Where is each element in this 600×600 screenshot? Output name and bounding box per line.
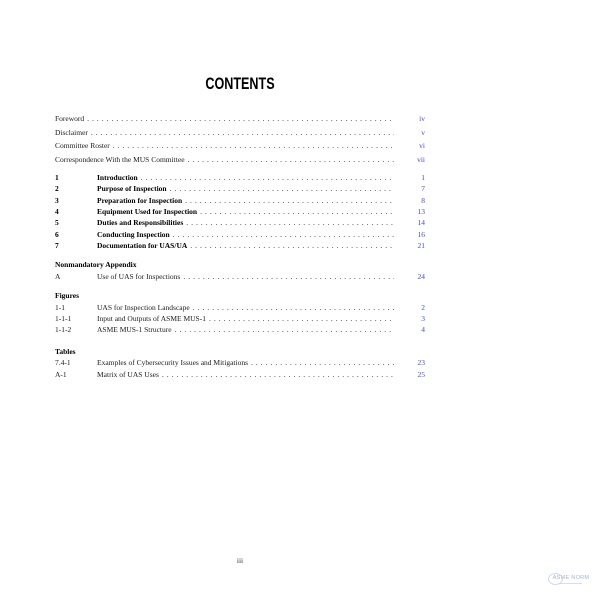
toc-entry-title: UAS for Inspection Landscape — [97, 302, 190, 312]
toc-section-entry — [55, 206, 425, 217]
toc-page-link[interactable]: vi — [419, 141, 425, 151]
dot-leader — [170, 183, 394, 194]
toc-page-link[interactable]: 24 — [417, 271, 425, 281]
toc-page-link[interactable]: 21 — [417, 241, 425, 251]
toc-table-entry — [55, 357, 425, 368]
toc-entry-number: A — [55, 271, 61, 281]
toc-page-link[interactable]: 4 — [421, 325, 425, 335]
toc-section-number: 5 — [55, 218, 59, 228]
dot-leader — [190, 240, 394, 251]
toc-section-entry — [55, 183, 425, 194]
dot-leader — [209, 313, 394, 324]
dot-leader — [162, 369, 394, 380]
toc-section-number: 4 — [55, 206, 59, 216]
dot-leader — [91, 126, 394, 140]
toc-section-number: 1 — [55, 172, 59, 182]
toc-page-link[interactable]: 8 — [421, 195, 425, 205]
toc-section-number: 2 — [55, 184, 59, 194]
dot-leader — [183, 271, 394, 282]
toc-section-number: 3 — [55, 195, 59, 205]
toc-entry-title: Duties and Responsibilities — [97, 218, 184, 228]
toc-front-matter-entry — [55, 153, 425, 167]
spacer — [55, 282, 425, 290]
toc-entry-title: Matrix of UAS Uses — [97, 369, 159, 379]
dot-leader — [185, 195, 394, 206]
toc-figure-entry — [55, 302, 425, 313]
toc-entry-title: Correspondence With the MUS Committee — [55, 155, 185, 165]
dot-leader — [141, 172, 394, 183]
toc-entry-title: Introduction — [97, 172, 138, 182]
toc-entry-number: 1-1 — [55, 302, 65, 312]
dot-leader — [175, 324, 394, 335]
toc-page-link[interactable]: 25 — [417, 369, 425, 379]
dot-leader — [173, 229, 394, 240]
toc-entry-number: 1-1-1 — [55, 314, 72, 324]
toc-entry-number: A-1 — [55, 369, 67, 379]
toc-group-heading-tables: Tables — [55, 346, 76, 356]
watermark-text: ASME NORM — [552, 575, 590, 581]
toc-entry-title: Input and Outputs of ASME MUS-1 — [97, 314, 206, 324]
table-of-contents — [55, 112, 425, 380]
toc-page-link[interactable]: 13 — [417, 206, 425, 216]
dot-leader — [87, 112, 394, 126]
toc-section-entry — [55, 229, 425, 240]
toc-entry-title: Disclaimer — [55, 127, 88, 137]
toc-page-link[interactable]: 14 — [417, 218, 425, 228]
toc-page-link[interactable]: v — [421, 127, 425, 137]
toc-section-number: 6 — [55, 229, 59, 239]
toc-section-entry — [55, 195, 425, 206]
spacer — [55, 251, 425, 259]
toc-section-number: 7 — [55, 241, 59, 251]
toc-section-entry — [55, 240, 425, 251]
toc-front-matter-entry — [55, 139, 425, 153]
asme-norm-logo-icon — [548, 573, 563, 585]
toc-entry-number: 1-1-2 — [55, 325, 72, 335]
toc-group-heading-appendix: Nonmandatory Appendix — [55, 260, 137, 270]
toc-front-matter-entry — [55, 126, 425, 140]
dot-leader — [251, 357, 394, 368]
toc-entry-title: Equipment Used for Inspection — [97, 206, 198, 216]
spacer — [55, 336, 425, 346]
toc-page-link[interactable]: 1 — [421, 172, 425, 182]
toc-appendix-entry — [55, 271, 425, 282]
dot-leader — [186, 217, 394, 228]
dot-leader — [188, 153, 394, 167]
toc-figure-entry — [55, 313, 425, 324]
toc-entry-title: Preparation for Inspection — [97, 195, 183, 205]
toc-page-link[interactable]: vii — [417, 155, 425, 165]
toc-entry-title: Use of UAS for Inspections — [97, 271, 181, 281]
toc-entry-title: Committee Roster — [55, 141, 110, 151]
toc-section-entry — [55, 172, 425, 183]
toc-entry-number: 7.4-1 — [55, 358, 71, 368]
toc-entry-title: Examples of Cybersecurity Issues and Mitigations — [97, 358, 249, 368]
toc-entry-title: Documentation for UAS/UA — [97, 241, 188, 251]
toc-page-link[interactable]: 7 — [421, 184, 425, 194]
toc-entry-title: ASME MUS-1 Structure — [97, 325, 172, 335]
toc-page-link[interactable]: 23 — [417, 358, 425, 368]
page-title: CONTENTS — [205, 74, 275, 93]
dot-leader — [193, 302, 394, 313]
dot-leader — [113, 139, 394, 153]
toc-entry-title: Purpose of Inspection — [97, 184, 167, 194]
toc-page-link[interactable]: 2 — [421, 302, 425, 312]
watermark-logo — [545, 575, 597, 584]
toc-page-link[interactable]: iv — [419, 114, 425, 123]
toc-figure-entry — [55, 324, 425, 335]
toc-front-matter-entry — [55, 112, 425, 126]
toc-table-entry — [55, 369, 425, 380]
watermark-rule — [560, 583, 582, 584]
toc-group-heading-figures: Figures — [55, 291, 80, 301]
folio-page-number: iii — [236, 556, 244, 565]
toc-entry-title: Conducting Inspection — [97, 229, 170, 239]
toc-page-link[interactable]: 16 — [417, 229, 425, 239]
toc-page-link[interactable]: 3 — [421, 314, 425, 324]
dot-leader — [200, 206, 394, 217]
toc-entry-title: Foreword — [55, 114, 85, 123]
toc-section-entry — [55, 217, 425, 228]
